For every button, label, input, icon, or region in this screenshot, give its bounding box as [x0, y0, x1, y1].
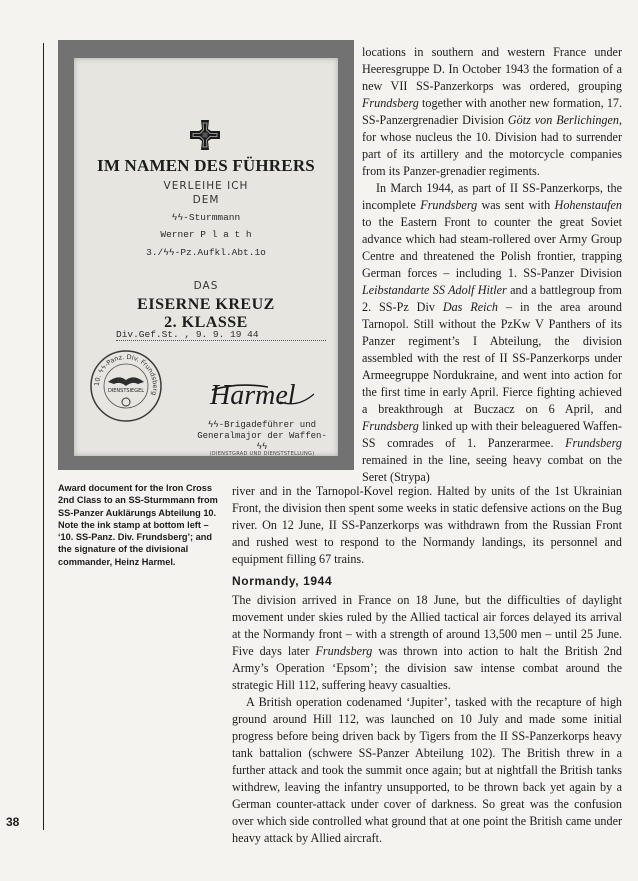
harmel-signature — [208, 378, 318, 412]
text-run: linked up with their beleaguered Waffen-SS comrades of 1. Panzerarmee. — [362, 419, 622, 450]
document-name: Werner P l a t h — [160, 229, 252, 240]
section-heading: Normandy, 1944 — [232, 574, 333, 588]
page-number: 38 — [6, 815, 20, 829]
text-run-italic: Frundsberg — [362, 96, 419, 110]
left-margin-rule — [43, 43, 44, 830]
text-run: In March 1944, as part of II SS-Panzerkorps, the incomplete — [362, 181, 622, 212]
text-run: to the Eastern Front to counter the great Soviet advance which had steam-rollered over Army Group Centre and threatened the Polish frontier, trapping German forces – including 1. SS-Panzer Division — [362, 215, 622, 280]
text-run: locations in southern and western France under Heeresgruppe D. In October 1943 the formation of a new VII SS-Panzerkorps was ordered, grouping — [362, 45, 622, 93]
document-rank: ϟϟ-Sturmmann — [171, 212, 241, 223]
paragraph-2-continued: river and in the Tarnopol-Kovel region. Halted by units of the 1st Ukrainian Front, the division then spent some weeks in static defensive actions on the Bug river. On 12 June, II SS-Panzerkorps was withdrawn from the Russian Front and rushed west to respond to the Normandy landings, its personnel and equipment filling 67 trains. — [232, 484, 622, 566]
paragraph-1 — [362, 44, 622, 180]
text-run-italic: Frundsberg — [362, 419, 419, 433]
document-das: DAS — [193, 280, 219, 292]
text-run-italic: Das Reich — [442, 300, 498, 314]
text-run: together with another new formation, 17. SS-Panzergrenadier Division — [362, 96, 622, 127]
photo-caption — [58, 482, 218, 568]
text-run-italic: Frundsberg — [420, 198, 478, 212]
document-dem: DEM — [192, 194, 220, 206]
text-run-italic: Frundsberg — [315, 644, 373, 658]
text-run-italic: Götz von Berlichingen, — [507, 113, 622, 127]
stamp-center-text: DIENSTSIEGEL — [107, 388, 145, 394]
text-run: remained in the line, seeing heavy combat on the Seret (Strypa) — [362, 453, 622, 484]
right-column-text — [362, 44, 622, 486]
signature-text: Harmel — [210, 380, 296, 411]
document-heading: IM NAMEN DES FÜHRERS — [97, 156, 315, 175]
continuation-text — [232, 483, 622, 568]
text-run: The division arrived in France on 18 June, but the difficulties of daylight movement under skies ruled by the Allied tactical air forces delayed its arrival at the Normandy front – with a strength of around 13,500 men – until 25 June. Five days later — [232, 593, 622, 658]
document-award-line1: EISERNE KREUZ — [137, 296, 275, 313]
ink-stamp — [88, 348, 164, 424]
paragraph-3 — [232, 592, 622, 694]
text-run: for whose nucleus the 10. Division had to surrender part of its artillery and the motorcycle companies from its Panzer-grenadier regiments. — [362, 130, 622, 178]
signature-footer: (DIENSTGRAD UND DIENSTSTELLUNG) — [209, 451, 315, 457]
paragraph-2 — [362, 180, 622, 486]
award-document-photo — [58, 40, 354, 470]
iron-cross-icon — [188, 118, 222, 152]
signer-rank-line1: ϟϟ-Brigadeführer und — [207, 420, 317, 430]
text-run-italic: Hohenstaufen — [554, 198, 622, 212]
signer-rank — [192, 420, 332, 453]
caption-text: Award document for the Iron Cross 2nd Class to an SS-Sturmmann from SS-Panzer Auklärungs Abteilung 10. Note the ink stamp at bottom left – ‘10. SS-Panz. Div. Frundsberg’; and the signature of the divisional commander, Heinz Harmel. — [58, 483, 218, 567]
award-document-paper — [74, 58, 338, 456]
text-run: was sent with — [477, 198, 555, 212]
document-dateline: Div.Gef.St. , 9. 9. 19 44 — [116, 329, 326, 341]
document-award-line2: 2. KLASSE — [164, 314, 248, 331]
text-run-italic: Leibstandarte SS Adolf Hitler — [362, 283, 507, 297]
document-unit: 3./ϟϟ-Pz.Aufkl.Abt.1o — [146, 247, 266, 258]
text-run: was thrown into action to halt the British 2nd Army’s Operation ‘Epsom’; the division saw intense combat around the strategic Hill 112, suffering heavy casualties. — [232, 644, 622, 692]
normandy-section-text — [232, 592, 622, 847]
stamp-ring-text: 10. ϟϟ-Panz. Div. Frundsberg — [92, 352, 160, 397]
document-verleihe: VERLEIHE ICH — [163, 180, 249, 192]
text-run-italic: Frundsberg — [565, 436, 622, 450]
signer-rank-line2: Generalmajor der Waffen-ϟϟ — [197, 431, 327, 452]
paragraph-4: A British operation codenamed ‘Jupiter’, tasked with the recapture of high ground around Hill 112, was launched on 10 July and made some initial progress before being driven back by Tigers from the II SS-Panzerkorps heavy tank battalion (schwere SS-Panzer Abteilung 102). The British threw in a further attack and took the summit once again; but at nightfall the British tanks withdrew, leaving the infantry unsupported, to be thrown back yet again by a German counter-attack under cover of darkness. So great was the confusion over which side controlled what ground that at one point the British came under heavy attack by Allied aircraft. — [232, 695, 622, 845]
text-run: – in the area around Tarnopol. Still without the PzKw V Panthers of its Panzer regiment’s I Abteilung, the division assembled with the rest of II SS-Panzerkorps under Armeegruppe Nordukraine, and went into action for the first time in early April. Fierce fighting achieved a breakthrough at Buczacz on 6 April, and — [362, 300, 622, 416]
text-run: and a battlegroup from 2. SS-Pz Div — [362, 283, 622, 314]
